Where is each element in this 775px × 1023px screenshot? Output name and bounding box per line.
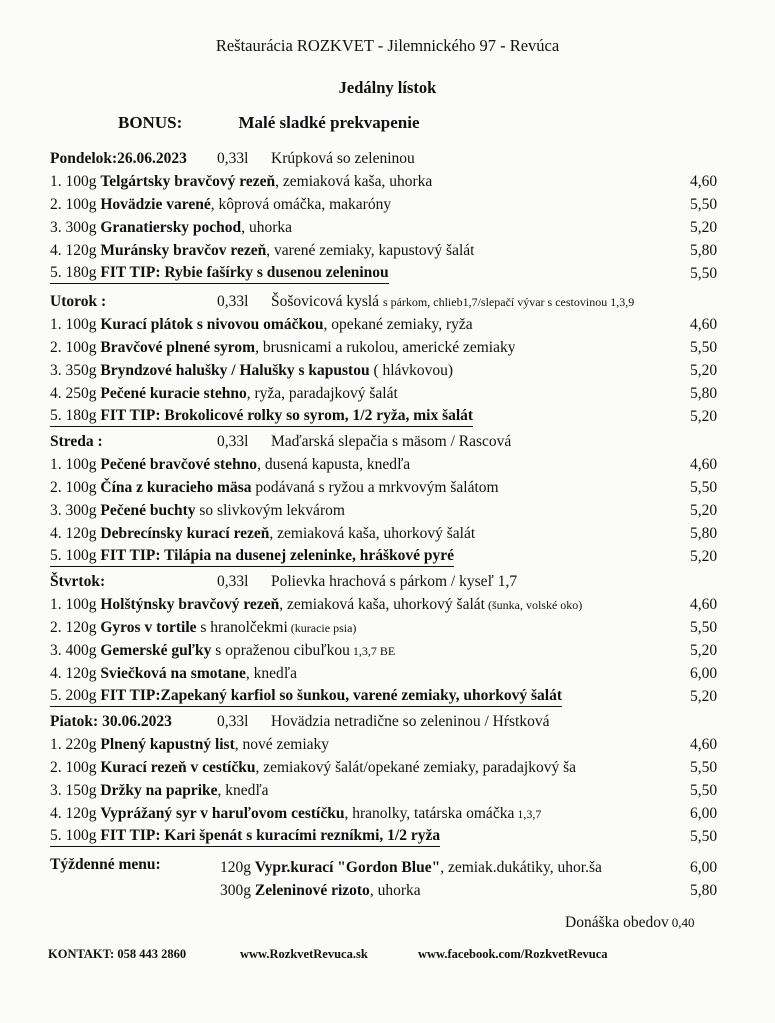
menu-item-name: Kurací plátok s nivovou omáčkou xyxy=(100,316,324,333)
menu-item-number: 2. 100g xyxy=(50,759,97,776)
day-name: Pondelok:26.06.2023 xyxy=(50,150,187,167)
menu-item-description: , zemiakový šalát/opekané zemiaky, paradajkový ša xyxy=(255,759,576,776)
menu-item-description: , knedľa xyxy=(245,665,297,682)
menu-item-price: 5,80 xyxy=(690,525,718,542)
menu-item-price: 5,20 xyxy=(690,362,718,379)
day-section xyxy=(50,570,775,708)
day-section xyxy=(50,147,775,285)
menu-item xyxy=(50,662,775,685)
day-header xyxy=(50,430,775,453)
menu-item-number: 4. 120g xyxy=(50,242,97,259)
menu-item-description: , zemiaková kaša, uhorkový šalát xyxy=(269,525,476,542)
menu-item-price: 5,20 xyxy=(690,642,718,659)
fit-tip-text: FIT TIP: Rybie fašírky s dusenou zeleninou xyxy=(100,264,389,281)
menu-item-number: 3. 400g xyxy=(50,642,97,659)
menu-item xyxy=(50,616,775,639)
menu-item-price: 5,50 xyxy=(690,196,718,213)
bonus-value: Malé sladké prekvapenie xyxy=(238,113,420,132)
menu-item-number: 4. 120g xyxy=(50,525,97,542)
menu-item-number: 2. 100g xyxy=(50,479,97,496)
restaurant-header: Reštaurácia ROZKVET - Jilemnického 97 - Revúca xyxy=(215,36,560,55)
menu-item xyxy=(50,499,775,522)
soup-extra: s párkom, chlieb1,7/slepačí vývar s cestovinou 1,3,9 xyxy=(382,295,635,309)
menu-item-number: 4. 120g xyxy=(50,805,97,822)
menu-item-name: Kurací rezeň v cestíčku xyxy=(100,759,256,776)
menu-item-name: Hovädzie varené xyxy=(100,196,211,213)
menu-item xyxy=(50,170,775,193)
weekly-item-price: 5,80 xyxy=(690,882,718,899)
menu-item-description: , uhorka xyxy=(241,219,292,236)
menu-item-number: 2. 120g xyxy=(50,619,97,636)
menu-item-price: 4,60 xyxy=(690,596,718,613)
menu-item-name: Pečené buchty xyxy=(100,502,196,519)
menu-item-number: 5. 100g xyxy=(50,547,97,564)
soup-name: Maďarská slepačia s mäsom / Rascová xyxy=(271,433,512,450)
fit-tip-item xyxy=(50,262,775,285)
menu-item xyxy=(50,756,775,779)
menu-item-price: 5,20 xyxy=(690,502,718,519)
menu-item xyxy=(50,593,775,616)
day-header xyxy=(50,147,775,170)
menu-item-price: 5,50 xyxy=(690,619,718,636)
menu-item-description: , knedľa xyxy=(217,782,269,799)
day-name: Streda : xyxy=(50,433,103,450)
menu-item-price: 5,50 xyxy=(690,265,718,282)
fit-tip-item xyxy=(50,685,775,708)
menu-item xyxy=(50,239,775,262)
menu-item-price: 4,60 xyxy=(690,173,718,190)
menu-item-number: 5. 100g xyxy=(50,827,97,844)
menu-item-description: , opekané zemiaky, ryža xyxy=(323,316,473,333)
fit-tip-text: FIT TIP: Brokolicové rolky so syrom, 1/2 ryža, mix šalát xyxy=(100,407,474,424)
menu-item-price: 5,20 xyxy=(690,688,718,705)
menu-item-description: , ryža, paradajkový šalát xyxy=(246,385,398,402)
menu-item-price: 6,00 xyxy=(690,665,718,682)
menu-item-description: s hranolčekmi xyxy=(196,619,288,636)
soup-name: Polievka hrachová s párkom / kyseľ 1,7 xyxy=(271,573,518,590)
soup-name: Krúpková so zeleninou xyxy=(271,150,415,167)
menu-item xyxy=(50,382,775,405)
day-section xyxy=(50,430,775,568)
menu-item-number: 4. 120g xyxy=(50,665,97,682)
menu-item xyxy=(50,476,775,499)
weekly-item-price: 6,00 xyxy=(690,859,718,876)
day-name: Utorok : xyxy=(50,293,107,310)
menu-item-description: , varené zemiaky, kapustový šalát xyxy=(266,242,475,259)
menu-item-number: 1. 100g xyxy=(50,456,97,473)
day-section xyxy=(50,710,775,848)
delivery-fee: Donáška obedov 0,40 xyxy=(565,914,695,931)
menu-item-price: 5,50 xyxy=(690,479,718,496)
bonus-label: BONUS: xyxy=(118,113,183,132)
soup-volume: 0,33l xyxy=(217,293,249,310)
menu-item-price: 5,80 xyxy=(690,242,718,259)
menu-item xyxy=(50,779,775,802)
menu-item-name: Držky na paprike xyxy=(100,782,218,799)
menu-item xyxy=(50,359,775,382)
menu-item-number: 3. 150g xyxy=(50,782,97,799)
fit-tip-item xyxy=(50,825,775,848)
menu-item-description: , zemiaková kaša, uhorka xyxy=(275,173,433,190)
menu-item-price: 4,60 xyxy=(690,456,718,473)
soup-volume: 0,33l xyxy=(217,573,249,590)
menu-item-number: 5. 200g xyxy=(50,687,97,704)
menu-item xyxy=(50,193,775,216)
weekly-item-name: Vypr.kurací "Gordon Blue" xyxy=(254,859,441,876)
weekly-item: 120g Vypr.kurací "Gordon Blue", zemiak.dukátiky, uhor.ša xyxy=(220,859,602,876)
day-name: Piatok: 30.06.2023 xyxy=(50,713,172,730)
menu-item xyxy=(50,336,775,359)
menu-item-number: 5. 180g xyxy=(50,264,97,281)
menu-item-name: Bravčové plnené syrom xyxy=(100,339,256,356)
soup-name: Hovädzia netradične so zeleninou / Hŕstková xyxy=(271,713,550,730)
menu-item-price: 6,00 xyxy=(690,805,718,822)
menu-item-number: 1. 100g xyxy=(50,596,97,613)
menu-item-name: Granatiersky pochod xyxy=(100,219,242,236)
menu-item xyxy=(50,216,775,239)
fit-tip-text: FIT TIP: Tilápia na dusenej zeleninke, hráškové pyré xyxy=(100,547,455,564)
menu-item-price: 4,60 xyxy=(690,736,718,753)
menu-item-description: ( hlávkovou) xyxy=(369,362,454,379)
menu-item-number: 1. 100g xyxy=(50,173,97,190)
fit-tip-item xyxy=(50,545,775,568)
menu-item-price: 5,20 xyxy=(690,219,718,236)
menu-item-price: 5,20 xyxy=(690,408,718,425)
menu-item-note: (kuracie psia) xyxy=(287,621,357,635)
day-header xyxy=(50,290,775,313)
menu-item-note: 1,3,7 BE xyxy=(349,644,396,658)
menu-item-description: so slivkovým lekvárom xyxy=(195,502,345,519)
menu-item-number: 5. 180g xyxy=(50,407,97,424)
menu-item-name: Holštýnsky bravčový rezeň xyxy=(100,596,280,613)
day-header xyxy=(50,710,775,733)
menu-item-name: Bryndzové halušky / Halušky s kapustou xyxy=(100,362,370,379)
menu-item xyxy=(50,313,775,336)
menu-item-description: , kôprová omáčka, makaróny xyxy=(210,196,392,213)
soup-volume: 0,33l xyxy=(217,713,249,730)
soup-volume: 0,33l xyxy=(217,150,249,167)
weekly-item-name: Zeleninové rizoto xyxy=(254,882,370,899)
weekly-item: 300g Zeleninové rizoto, uhorka xyxy=(220,882,421,899)
menu-item-number: 1. 100g xyxy=(50,316,97,333)
menu-item-description: , brusnicami a rukolou, americké zemiaky xyxy=(255,339,516,356)
menu-item xyxy=(50,639,775,662)
menu-item-number: 4. 250g xyxy=(50,385,97,402)
menu-item-price: 5,50 xyxy=(690,782,718,799)
menu-item xyxy=(50,802,775,825)
menu-item xyxy=(50,453,775,476)
menu-item-number: 2. 100g xyxy=(50,339,97,356)
menu-item-description: s opraženou cibuľkou xyxy=(211,642,350,659)
menu-item-name: Muránsky bravčov rezeň xyxy=(100,242,267,259)
menu-item-name: Gemerské guľky xyxy=(100,642,212,659)
menu-item-number: 2. 100g xyxy=(50,196,97,213)
menu-item-description: , nové zemiaky xyxy=(234,736,330,753)
menu-item-name: Vyprážaný syr v haruľovom cestíčku xyxy=(100,805,345,822)
menu-item-description: , dusená kapusta, knedľa xyxy=(257,456,411,473)
menu-item-price: 5,80 xyxy=(690,385,718,402)
menu-item-number: 1. 220g xyxy=(50,736,97,753)
menu-item-name: Pečené bravčové stehno xyxy=(100,456,258,473)
menu-item-description: , zemiaková kaša, uhorkový šalát xyxy=(279,596,485,613)
menu-item-note: (šunka, volské oko) xyxy=(484,598,583,612)
menu-item-price: 5,20 xyxy=(690,548,718,565)
menu-item-description: , hranolky, tatárska omáčka xyxy=(344,805,515,822)
day-header xyxy=(50,570,775,593)
menu-item-price: 5,50 xyxy=(690,828,718,845)
menu-item-number: 3. 300g xyxy=(50,502,97,519)
menu-title: Jedálny lístok xyxy=(338,78,437,97)
facebook-link: www.facebook.com/RozkvetRevuca xyxy=(418,947,608,961)
soup-volume: 0,33l xyxy=(217,433,249,450)
soup-name: Šošovicová kyslá s párkom, chlieb1,7/slepačí vývar s cestovinou 1,3,9 xyxy=(271,293,635,310)
menu-item-name: Plnený kapustný list xyxy=(100,736,235,753)
menu-item xyxy=(50,522,775,545)
bonus-line xyxy=(118,113,420,133)
menu-item-name: Pečené kuracie stehno xyxy=(100,385,247,402)
menu-item-name: Sviečková na smotane xyxy=(100,665,246,682)
menu-item-number: 3. 350g xyxy=(50,362,97,379)
menu-item-name: Gyros v tortile xyxy=(100,619,197,636)
weekly-label: Týždenné menu: xyxy=(50,856,161,873)
fit-tip-item xyxy=(50,405,775,428)
menu-item-price: 5,50 xyxy=(690,339,718,356)
day-section xyxy=(50,290,775,428)
menu-item-number: 3. 300g xyxy=(50,219,97,236)
fit-tip-text: FIT TIP:Zapekaný karfiol so šunkou, varené zemiaky, uhorkový šalát xyxy=(100,687,563,704)
website-link: www.RozkvetRevuca.sk xyxy=(240,947,368,961)
menu-item-price: 4,60 xyxy=(690,316,718,333)
contact-phone: KONTAKT: 058 443 2860 xyxy=(48,947,187,961)
menu-item-description: podávaná s ryžou a mrkvovým šalátom xyxy=(251,479,499,496)
menu-item-name: Čína z kuracieho mäsa xyxy=(100,479,252,496)
menu-item-price: 5,50 xyxy=(690,759,718,776)
menu-item xyxy=(50,733,775,756)
menu-item-name: Telgártsky bravčový rezeň xyxy=(100,173,276,190)
fit-tip-text: FIT TIP: Kari špenát s kuracími rezníkmi, 1/2 ryža xyxy=(100,827,441,844)
menu-item-note: 1,3,7 xyxy=(514,807,542,821)
menu-item-name: Debrecínsky kurací rezeň xyxy=(100,525,270,542)
day-name: Štvrtok: xyxy=(50,573,106,590)
